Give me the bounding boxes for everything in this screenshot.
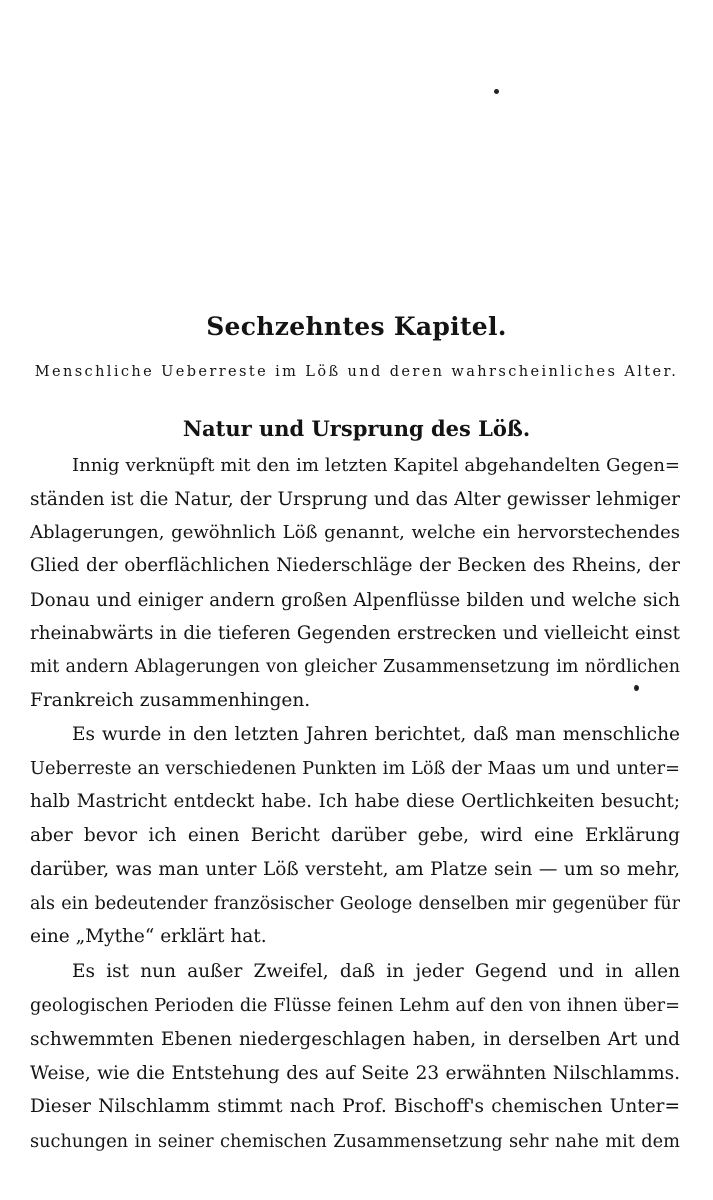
section-heading: Natur und Ursprung des Löß. <box>182 416 531 441</box>
text-line: Donau und einiger andern großen Alpenflüsse bilden und welche sich <box>30 590 680 611</box>
text-line: geologischen Perioden die Flüsse feinen Lehm auf den von ihnen über= <box>30 996 680 1016</box>
text-line: Frankreich zusammenhingen. <box>30 690 311 711</box>
text-line: suchungen in seiner chemischen Zusammensetzung sehr nahe mit dem <box>30 1132 680 1152</box>
chapter-title: Sechzehntes Kapitel. <box>206 312 507 341</box>
text-line: eine „Mythe“ erklärt hat. <box>30 926 267 947</box>
text-line: schwemmten Ebenen niedergeschlagen haben, in derselben Art und <box>30 1029 680 1050</box>
text-line: ständen ist die Natur, der Ursprung und das Alter gewisser lehmiger <box>30 489 680 510</box>
chapter-subtitle: Menschliche Ueberreste im Löß und deren wahrscheinliches Alter. <box>34 364 679 380</box>
text-line: Innig verknüpft mit den im letzten Kapitel abgehandelten Gegen= <box>72 455 680 476</box>
text-line: darüber, was man unter Löß versteht, am Platze sein — um so mehr, <box>30 859 680 880</box>
text-line: Glied der oberflächlichen Niederschläge der Becken des Rheins, der <box>30 555 680 576</box>
text-line: Es wurde in den letzten Jahren berichtet, daß man menschliche <box>72 724 680 745</box>
text-line: Weise, wie die Entstehung des auf Seite 23 erwähnten Nilschlamms. <box>30 1063 680 1084</box>
ink-speck <box>494 89 499 94</box>
text-line: Dieser Nilschlamm stimmt nach Prof. Bischoff's chemischen Unter= <box>30 1096 680 1117</box>
text-line: Es ist nun außer Zweifel, daß in jeder Gegend und in allen <box>72 961 680 982</box>
text-line: aber bevor ich einen Bericht darüber gebe, wird eine Erklärung <box>30 825 680 846</box>
text-line: halb Mastricht entdeckt habe. Ich habe diese Oertlichkeiten besucht; <box>30 791 680 812</box>
text-line: als ein bedeutender französischer Geologe denselben mir gegenüber für <box>30 894 680 914</box>
text-line: Ablagerungen, gewöhnlich Löß genannt, welche ein hervorstechendes <box>30 522 680 543</box>
text-line: rheinabwärts in die tieferen Gegenden erstrecken und vielleicht einst <box>30 623 680 644</box>
text-line: mit andern Ablagerungen von gleicher Zusammensetzung im nördlichen <box>30 657 680 677</box>
text-line: Ueberreste an verschiedenen Punkten im Löß der Maas um und unter= <box>30 759 680 779</box>
